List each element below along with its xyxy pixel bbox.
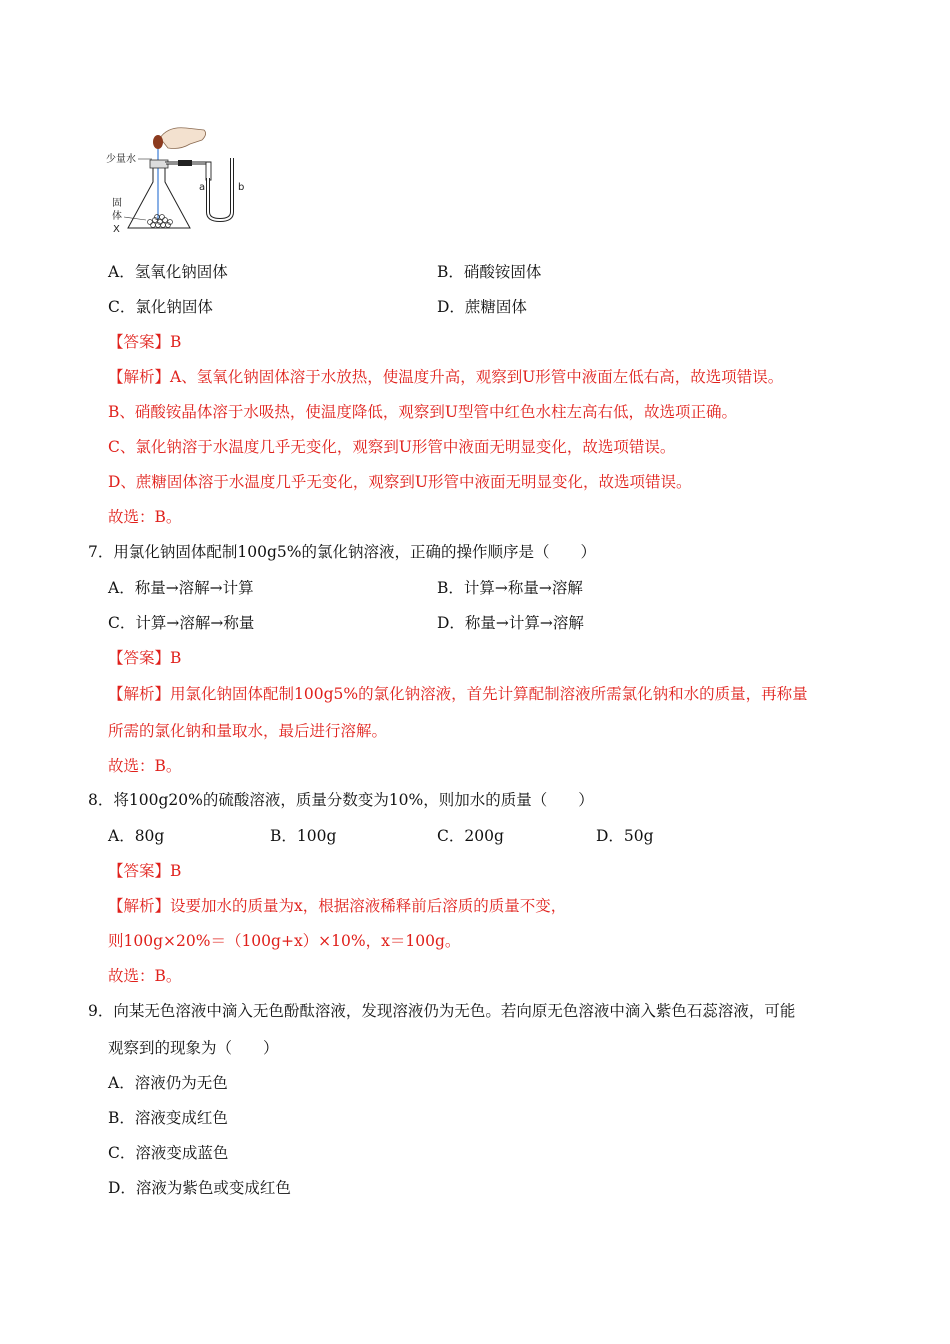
q9-option-a: A．溶液仍为无色 [108,1074,228,1092]
q8-option-a: A．80g [108,827,165,845]
q6-option-a: A．氢氧化钠固体 [108,263,228,281]
q9-stem-line: 观察到的现象为（ ） [108,1039,279,1057]
label-solid-2: 体 [112,211,122,222]
q6-analysis-line: B、硝酸铵晶体溶于水吸热，使温度降低，观察到U型管中红色水柱左高右低，故选项正确。 [108,403,737,421]
q9-option-c: C．溶液变成蓝色 [108,1144,229,1162]
q7-analysis-line: 【解析】用氯化钠固体配制100g5%的氯化钠溶液，首先计算配制溶液所需氯化钠和水的质量，再称量 [108,685,808,703]
q7-option-d: D．称量→计算→溶解 [437,614,584,632]
q7-conclusion: 故选：B。 [108,757,182,775]
q6-analysis-line: D、蔗糖固体溶于水温度几乎无变化，观察到U形管中液面无明显变化，故选项错误。 [108,473,692,491]
u-tube-inner [208,158,232,220]
q7-option-a: A．称量→溶解→计算 [108,579,254,597]
label-solid-1: 固 [112,198,122,209]
q7-option-b: B．计算→称量→溶解 [437,579,583,597]
q6-option-d: D．蔗糖固体 [437,298,527,316]
q8-option-d: D．50g [596,827,654,845]
label-solid-leader [124,217,146,220]
q7-option-c: C．计算→溶解→称量 [108,614,255,632]
dropper-bulb [153,135,163,149]
label-a: a [199,182,206,193]
q8-conclusion: 故选：B。 [108,967,182,985]
hand-drawing [160,128,206,149]
u-tube [208,158,232,220]
apparatus-figure [100,120,270,245]
q7-answer: 【答案】B [108,649,182,667]
stopper [150,160,168,168]
q9-option-b: B．溶液变成红色 [108,1109,228,1127]
q6-answer: 【答案】B [108,333,182,351]
q8-analysis-line: 【解析】设要加水的质量为x，根据溶液稀释前后溶质的质量不变， [108,897,567,915]
q9-option-d: D．溶液为紫色或变成红色 [108,1179,291,1197]
q6-conclusion: 故选：B。 [108,508,182,526]
label-solid-3: X [113,224,120,235]
q8-analysis-line: 则100g×20%＝（100g+x）×10%，x＝100g。 [108,932,461,950]
q8-answer: 【答案】B [108,862,182,880]
q6-analysis-line: 【解析】A、氢氧化钠固体溶于水放热，使温度升高，观察到U形管中液面左低右高，故选项错误。 [108,368,784,386]
q7-analysis-line: 所需的氯化钠和量取水，最后进行溶解。 [108,722,388,740]
rubber-joint [178,160,192,166]
q6-option-c: C．氯化钠固体 [108,298,213,316]
q9-stem-line: 9．向某无色溶液中滴入无色酚酞溶液，发现溶液仍为无色。若向原无色溶液中滴入紫色石蕊溶液，可能 [88,1002,796,1020]
q8-option-c: C．200g [437,827,504,845]
tube-bend [206,162,211,180]
q7-stem: 7．用氯化钠固体配制100g5%的氯化钠溶液，正确的操作顺序是（ ） [88,543,596,561]
label-water: 少量水 [106,154,136,165]
solid-x-particles [148,215,173,228]
label-b: b [238,182,245,193]
q8-stem: 8．将100g20%的硫酸溶液，质量分数变为10%，则加水的质量（ ） [88,791,594,809]
q6-analysis-line: C、氯化钠溶于水温度几乎无变化，观察到U形管中液面无明显变化，故选项错误。 [108,438,676,456]
q8-option-b: B．100g [270,827,337,845]
q6-option-b: B．硝酸铵固体 [437,263,542,281]
